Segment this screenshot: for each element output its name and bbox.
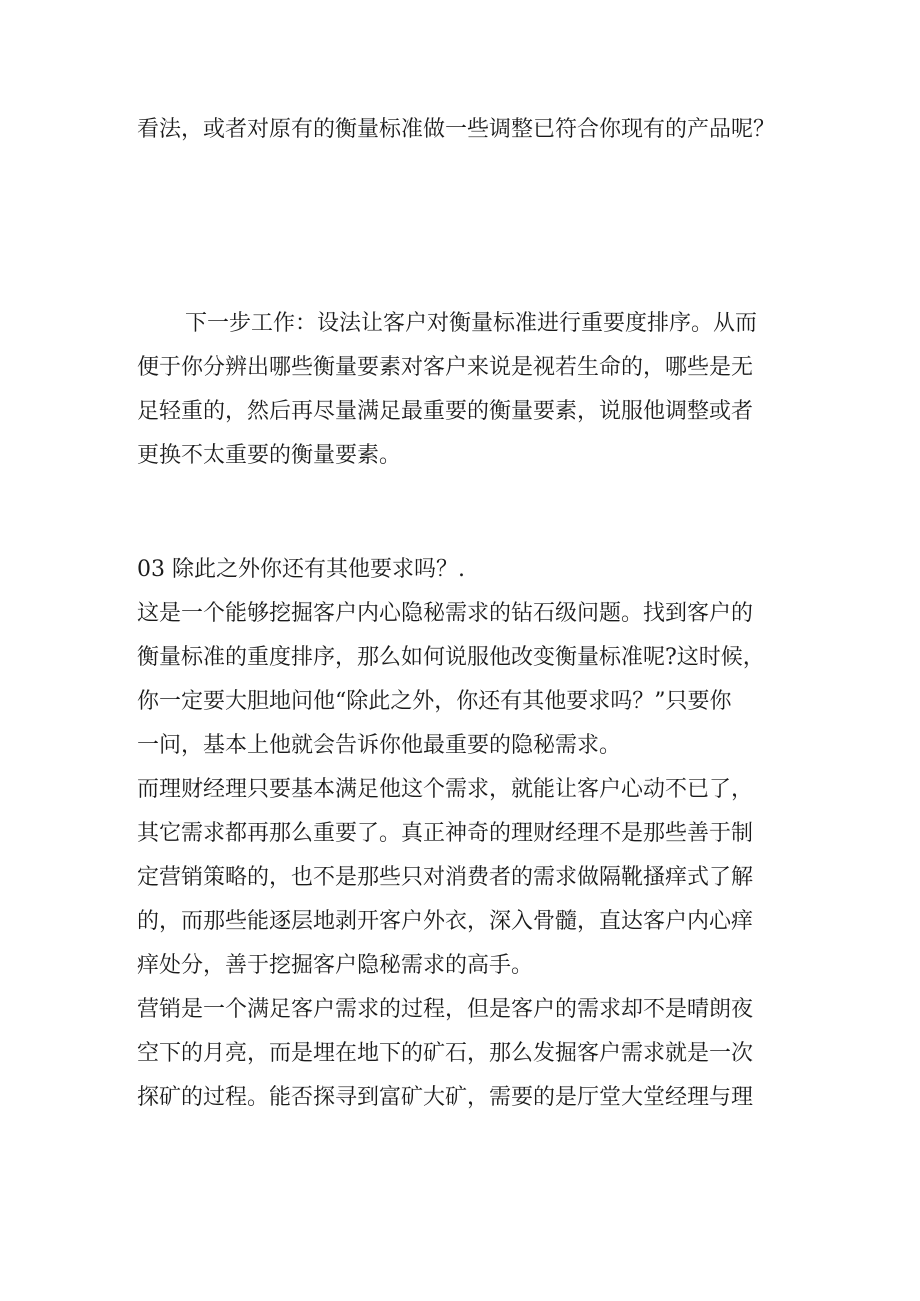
text-line: 定营销策略的，也不是那些只对消费者的需求做隔靴搔痒式了解 [137, 865, 754, 890]
paragraph-next-step [137, 302, 797, 478]
text-line: 而理财经理只要基本满足他这个需求，就能让客户心动不已了， [137, 777, 754, 802]
text-line: 痒处分，善于挖掘客户隐秘需求的高手。 [137, 953, 534, 978]
text-line: 这是一个能够挖掘客户内心隐秘需求的钻石级问题。找到客户的 [137, 601, 754, 626]
text-line: 其它需求都再那么重要了。真正神奇的理财经理不是那些善于制 [137, 821, 754, 846]
section-03 [137, 548, 797, 1120]
text-line: 下一步工作：设法让客户对衡量标准进行重要度排序。从而 [185, 311, 758, 336]
paragraph-continuation [137, 108, 797, 152]
text-line: 探矿的过程。能否探寻到富矿大矿，需要的是厅堂大堂经理与理 [137, 1085, 754, 1110]
text-line: 看法，或者对原有的衡量标准做一些调整已符合你现有的产品呢？ [137, 117, 776, 142]
text-line: 一问，基本上他就会告诉你他最重要的隐秘需求。 [137, 733, 622, 758]
section-heading: 03 除此之外你还有其他要求吗？. [137, 557, 465, 582]
text-line: 空下的月亮，而是埋在地下的矿石，那么发掘客户需求就是一次 [137, 1041, 754, 1066]
text-line: 衡量标准的重度排序，那么如何说服他改变衡量标准呢?这时候， [137, 645, 765, 670]
text-line: 足轻重的，然后再尽量满足最重要的衡量要素，说服他调整或者 [137, 399, 754, 424]
text-line: 更换不太重要的衡量要素。 [137, 443, 402, 468]
text-line: 你一定要大胆地问他“除此之外，你还有其他要求吗？”只要你 [137, 689, 732, 714]
text-line: 的，而那些能逐层地剥开客户外衣，深入骨髓，直达客户内心痒 [137, 909, 754, 934]
text-line: 营销是一个满足客户需求的过程，但是客户的需求却不是晴朗夜 [137, 997, 754, 1022]
text-line: 便于你分辨出哪些衡量要素对客户来说是视若生命的，哪些是无 [137, 355, 754, 380]
